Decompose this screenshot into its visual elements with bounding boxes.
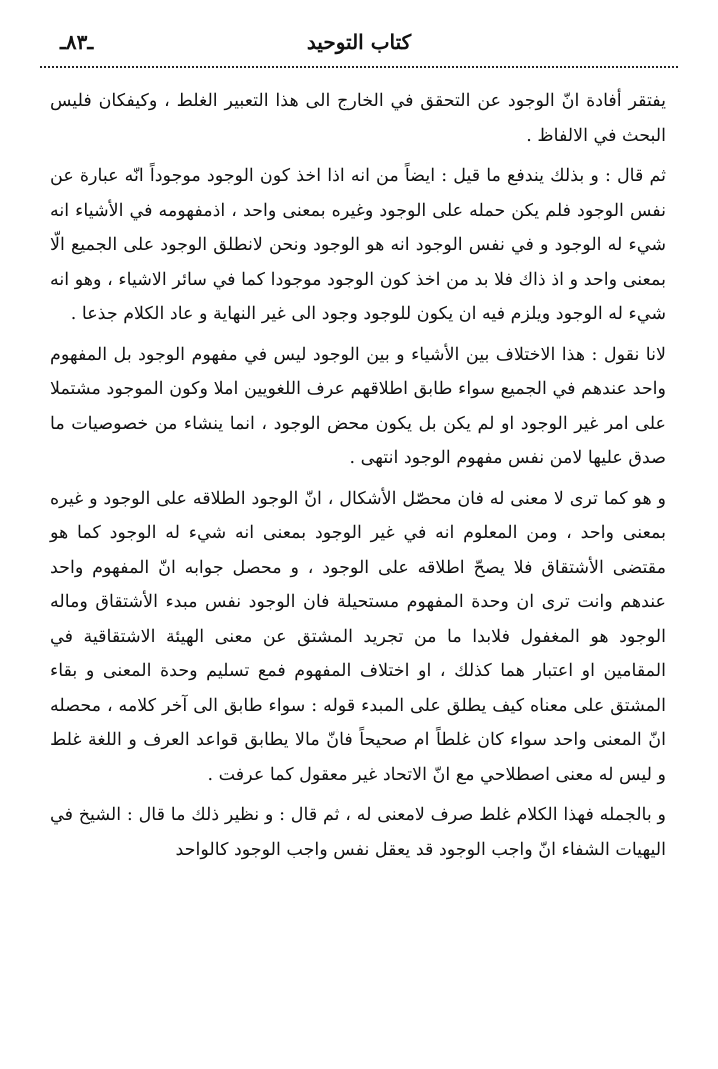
header-divider: [40, 66, 678, 68]
book-title: كتاب التوحيد: [306, 30, 412, 54]
paragraph-5: و بالجمله فهذا الكلام غلط صرف لامعنى له ، ثم قال : و نظير ذلك ما قال : الشيخ في اليهيات الشفاء انّ واجب الوجود قد يعقل نفس واجب الوجود كالواحد: [50, 805, 666, 860]
paragraph-2: ثم قال : و بذلك يندفع ما قيل : ايضاً من انه اذا اخذ كون الوجود موجوداً انّه عبارة عن نفس الوجود فلم يكن حمله على الوجود وغيره بمعنى واحد ، اذمفهومه في الأشياء انه شيء له الوجود و في نفس الوجود انه هو الوجود ونحن لانطلق الوجود على الجميع الّا بمعنى واحد و اذ ذاك فلا بد من اخذ كون الوجود موجودا كما في سائر الاشياء ، وهو انه شيء له الوجود ويلزم فيه ان يكون للوجود وجود الى غير النهاية و عاد الكلام جذعا .: [50, 166, 666, 324]
paragraph-3: لانا نقول : هذا الاختلاف بين الأشياء و بين الوجود ليس في مفهوم الوجود بل المفهوم واحد عندهم في الجميع سواء طابق اطلاقهم عرف اللغويين املا وكون الموجود مشتملا على امر غير الوجود او لم يكن بل يكون محض الوجود ، انما ينشاء من خصوصيات ما صدق عليها لامن نفس مفهوم الوجود انتهى .: [50, 344, 666, 468]
page-header: [40, 26, 678, 66]
page-number: ـ٨٣ـ: [60, 30, 94, 54]
paragraph-1: يفتقر أفادة انّ الوجود عن التحقق في الخارج الى هذا التعبير الغلط ، وكيفكان فليس البحث في الالفاظ .: [50, 91, 666, 146]
main-text: [50, 84, 666, 873]
paragraph-4: و هو كما ترى لا معنى له فان محصّل الأشكال ، انّ الوجود الطلاقه على الوجود و غيره بمعنى واحد ، ومن المعلوم انه في غير الوجود بمعنى انه شيء له الوجود كما هو مقتضى الأشتقاق فلا يصحّ اطلاقه على الوجود ، و محصل جوابه انّ المفهوم واحد عندهم وانت ترى ان وحدة المفهوم مستحيلة فان الوجود نفس مبدء الأشتقاق وماله الوجود هو المغفول فلابدا ما من تجريد المشتق عن معنى الهيئة الاشتقاقية في المقامين او اعتبار هما كذلك ، او اختلاف المفهوم فمع تسليم وحدة المعنى و بقاء المشتق على معناه كيف يطلق على المبدء قوله : سواء طابق الى آخر كلامه ، محصله انّ المعنى واحد سواء كان غلطاً ام صحيحاً فانّ مالا يطابق قواعد العرف و اللغة غلط و ليس له معنى اصطلاحي مع انّ الاتحاد غير معقول كما عرفت .: [50, 488, 666, 785]
